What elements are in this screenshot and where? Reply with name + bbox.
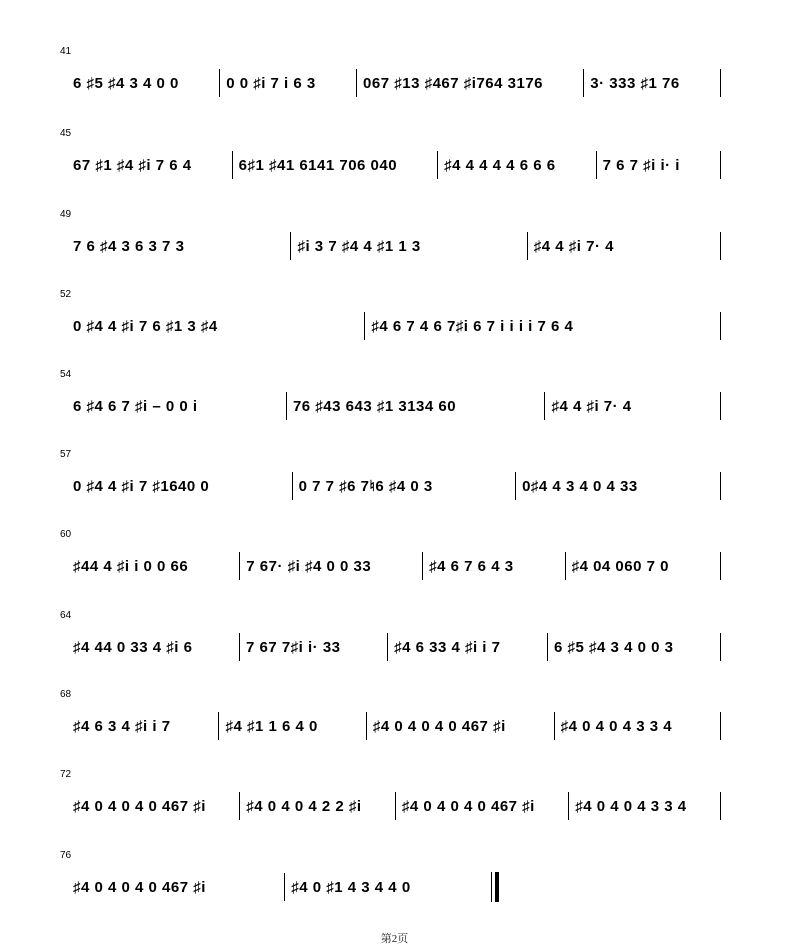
measure: 7 6 ♯4 3 6 3 7 3 (73, 237, 185, 255)
measure-number: 54 (60, 369, 72, 380)
measure: ♯i 3 7 ♯4 4 ♯1 1 3 (297, 237, 421, 255)
barline (437, 151, 438, 179)
measure: ♯4 4 ♯i 7· 4 (533, 237, 614, 255)
measure-number: 57 (60, 449, 72, 460)
measure: ♯4 4 4 4 4 6 6 6 (444, 156, 556, 174)
barline (356, 69, 357, 97)
barline (544, 392, 545, 420)
measure-number: 68 (60, 689, 72, 700)
score-system (0, 769, 789, 829)
barline (720, 712, 721, 740)
barline (239, 633, 240, 661)
measure-row (73, 551, 727, 581)
measure: 67 ♯1 ♯4 ♯i 7 6 4 (73, 156, 192, 174)
barline (565, 552, 566, 580)
measure-number: 76 (60, 850, 72, 861)
measure-row (73, 471, 727, 501)
measure-number: 72 (60, 769, 72, 780)
measure: 0 0 ♯i 7 i 6 3 (226, 74, 316, 92)
measure-row (73, 791, 727, 821)
barline (720, 312, 721, 340)
barline (239, 552, 240, 580)
measure: ♯4 44 0 33 4 ♯i 6 (73, 638, 193, 656)
measure-row (73, 872, 499, 902)
measure: 76 ♯43 643 ♯1 3134 60 (292, 397, 457, 415)
barline (218, 712, 219, 740)
measure: ♯4 6 7 4 6 7♯i 6 7 i i i i 7 6 4 (371, 317, 574, 335)
barline (364, 312, 365, 340)
barline (596, 151, 597, 179)
measure: ♯4 4 ♯i 7· 4 (551, 397, 632, 415)
measure: ♯4 0 ♯1 4 3 4 4 0 (291, 878, 411, 896)
measure: ♯4 6 33 4 ♯i i 7 (394, 638, 501, 656)
measure: 6 ♯5 ♯4 3 4 0 0 3 (554, 638, 674, 656)
barline (290, 232, 291, 260)
measure: ♯4 0 4 0 4 0 467 ♯i (73, 797, 206, 815)
barline (720, 633, 721, 661)
barline (720, 792, 721, 820)
measure: 7 6 7 ♯i i· i (602, 156, 680, 174)
measure: ♯4 ♯1 1 6 4 0 (225, 717, 318, 735)
measure-row (73, 68, 727, 98)
barline (395, 792, 396, 820)
measure: 067 ♯13 ♯467 ♯i764 3176 (363, 74, 544, 92)
barline (720, 392, 721, 420)
measure: 3· 333 ♯1 76 (590, 74, 680, 92)
score-system (0, 289, 789, 349)
score-system (0, 46, 789, 106)
barline (387, 633, 388, 661)
measure-row (73, 632, 727, 662)
barline (720, 69, 721, 97)
measure: 6 ♯5 ♯4 3 4 0 0 (73, 74, 179, 92)
measure: ♯4 0 4 0 4 2 2 ♯i (246, 797, 362, 815)
score-system (0, 449, 789, 509)
score-system (0, 529, 789, 589)
barline (720, 552, 721, 580)
measure: ♯4 6 7 6 4 3 (429, 557, 514, 575)
measure-row (73, 711, 727, 741)
measure: ♯4 0 4 0 4 3 3 4 (575, 797, 687, 815)
barline (286, 392, 287, 420)
measure: ♯4 6 3 4 ♯i i 7 (73, 717, 171, 735)
page-number: 第2页 (380, 933, 409, 945)
barline (239, 792, 240, 820)
measure: 0 7 7 ♯6 7♮6 ♯4 0 3 (298, 478, 433, 495)
measure-row (73, 231, 727, 261)
measure: ♯44 4 ♯i i 0 0 66 (73, 557, 189, 575)
measure: ♯4 0 4 0 4 3 3 4 (560, 717, 673, 735)
score-system (0, 128, 789, 188)
measure-row (73, 150, 727, 180)
barline (583, 69, 584, 97)
measure: ♯4 0 4 0 4 0 467 ♯i (73, 878, 206, 896)
measure: ♯4 04 060 7 0 (571, 557, 669, 575)
measure-number: 45 (60, 128, 72, 139)
score-system (0, 689, 789, 749)
measure-number: 60 (60, 529, 72, 540)
barline (422, 552, 423, 580)
measure: ♯4 0 4 0 4 0 467 ♯i (372, 717, 506, 735)
barline (720, 472, 721, 500)
measure: 0♯4 4 3 4 0 4 33 (522, 477, 638, 495)
barline (547, 633, 548, 661)
measure: 7 67 7♯i i· 33 (245, 638, 341, 656)
barline (554, 712, 555, 740)
barline (219, 69, 220, 97)
final-barline (491, 872, 499, 902)
score-system (0, 610, 789, 670)
measure-number: 49 (60, 209, 72, 220)
barline (232, 151, 233, 179)
barline (720, 151, 721, 179)
barline (720, 232, 721, 260)
measure-row (73, 391, 727, 421)
barline (527, 232, 528, 260)
measure: 7 67· ♯i ♯4 0 0 33 (246, 557, 372, 575)
score-system (0, 369, 789, 429)
barline (568, 792, 569, 820)
measure: ♯4 0 4 0 4 0 467 ♯i (401, 797, 535, 815)
measure: 0 ♯4 4 ♯i 7 ♯1640 0 (73, 477, 210, 495)
score-system (0, 209, 789, 269)
measure-number: 64 (60, 610, 72, 621)
measure-number: 41 (60, 46, 72, 57)
score-system (0, 850, 789, 910)
barline (515, 472, 516, 500)
barline (366, 712, 367, 740)
measure: 6 ♯4 6 7 ♯i – 0 0 i (73, 397, 198, 415)
measure-number: 52 (60, 289, 72, 300)
measure-row (73, 311, 727, 341)
measure: 0 ♯4 4 ♯i 7 6 ♯1 3 ♯4 (73, 317, 218, 335)
barline (292, 472, 293, 500)
barline (284, 873, 285, 901)
measure: 6♯1 ♯41 6141 706 040 (238, 156, 398, 174)
